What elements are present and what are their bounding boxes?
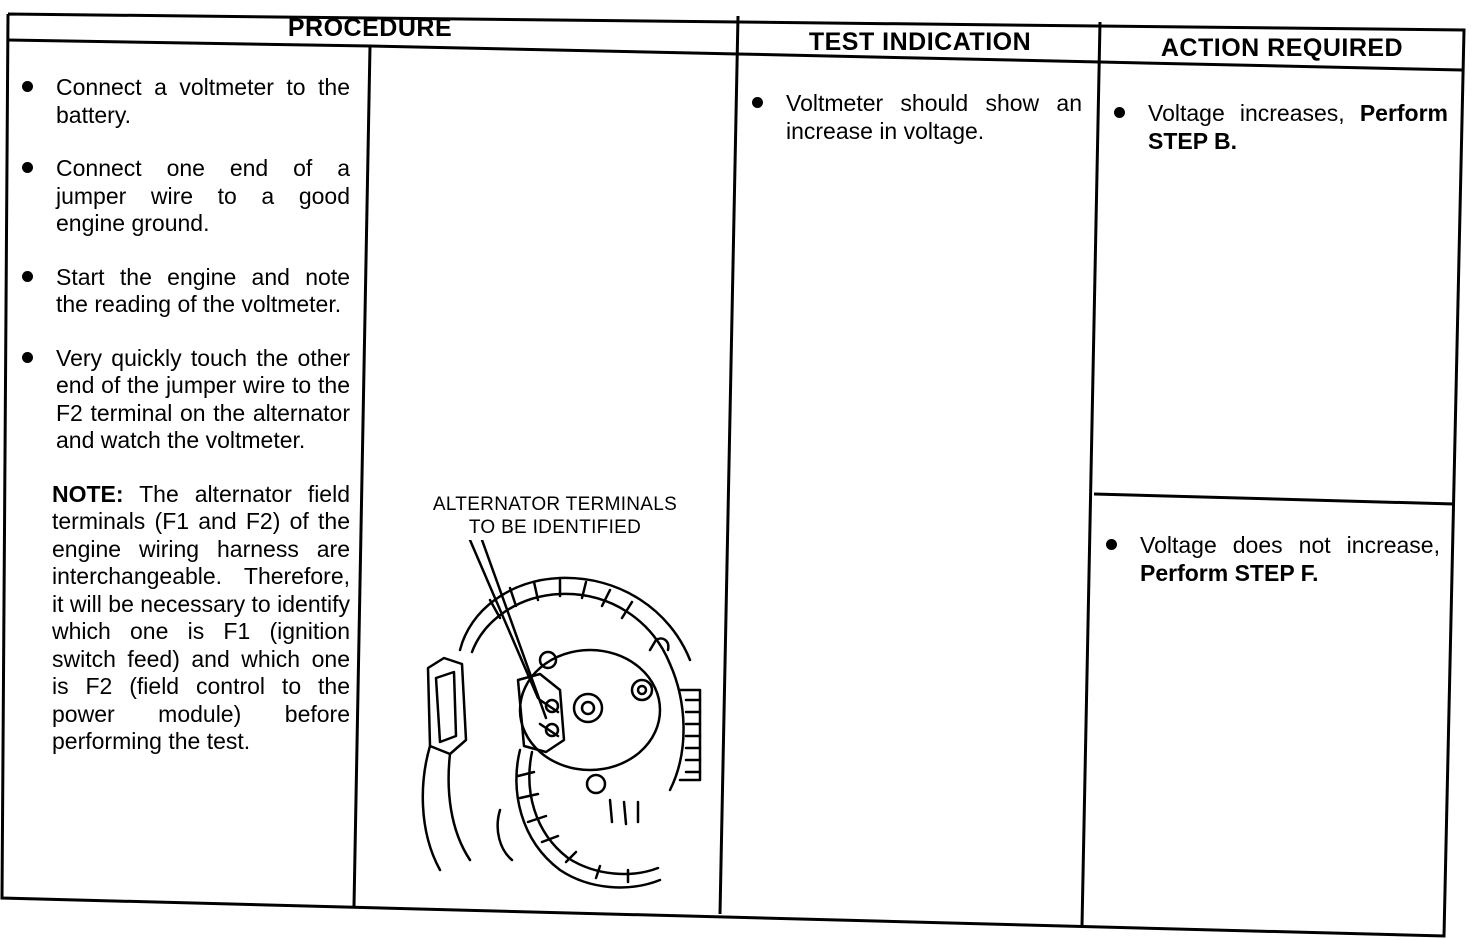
caption-line-2: TO BE IDENTIFIED <box>468 517 642 538</box>
procedure-step <box>22 74 350 129</box>
procedure-step <box>22 264 350 319</box>
col-divider-procedure-test <box>720 16 738 914</box>
illustration-caption <box>400 493 710 539</box>
bullet-icon <box>752 97 763 108</box>
action-text: Voltage increases, <box>1148 100 1345 126</box>
procedure-step <box>22 345 350 455</box>
test-indication-text: Voltmeter should show an increase in voltage. <box>786 90 1082 144</box>
procedure-note <box>22 481 350 756</box>
alternator-illustration <box>400 540 720 900</box>
action-step-link: Perform STEP B. <box>1148 100 1449 154</box>
col-divider-procedure-image <box>354 46 370 906</box>
action-text: Voltage does not increase, <box>1140 532 1440 558</box>
procedure-text-cell <box>22 74 350 756</box>
procedure-step <box>22 155 350 238</box>
procedure-step-text: Very quickly touch the other end of the jumper wire to the F2 terminal on the alternator and watch the voltmeter. <box>56 344 350 453</box>
procedure-step-text: Connect one end of a jumper wire to a good engine ground. <box>56 155 350 236</box>
action-item <box>1106 532 1440 587</box>
test-indication-item <box>752 90 1082 145</box>
bullet-icon <box>1106 539 1117 550</box>
bullet-icon <box>1114 107 1125 118</box>
col-divider-test-action <box>1082 22 1100 926</box>
header-test-indication: TEST INDICATION <box>808 28 1032 56</box>
caption-line-1: ALTERNATOR TERMINALS <box>432 494 678 515</box>
test-indication-cell <box>752 90 1082 171</box>
action-cell-no-increase <box>1106 532 1440 613</box>
action-step-link: Perform STEP F. <box>1140 559 1319 586</box>
action-cell-increase <box>1114 100 1448 181</box>
action-item <box>1114 100 1448 155</box>
bullet-icon <box>22 271 33 282</box>
action-row-divider <box>1094 494 1454 504</box>
procedure-step-text: Connect a voltmeter to the battery. <box>56 74 350 128</box>
header-action-required: ACTION REQUIRED <box>1160 34 1404 62</box>
bullet-icon <box>22 81 33 92</box>
note-label: NOTE: <box>52 480 124 507</box>
header-procedure: PROCEDURE <box>287 14 453 42</box>
procedure-step-text: Start the engine and note the reading of the voltmeter. <box>56 263 350 317</box>
bullet-icon <box>22 352 33 363</box>
note-text: The alternator field terminals (F1 and F2) of the engine wiring harness are interchangeable. Therefore, it will be necessary to identify which one is F1 (ignition switch feed) and which one is F2 (field control to the power module) before performing the test. <box>52 480 350 754</box>
bullet-icon <box>22 162 33 173</box>
